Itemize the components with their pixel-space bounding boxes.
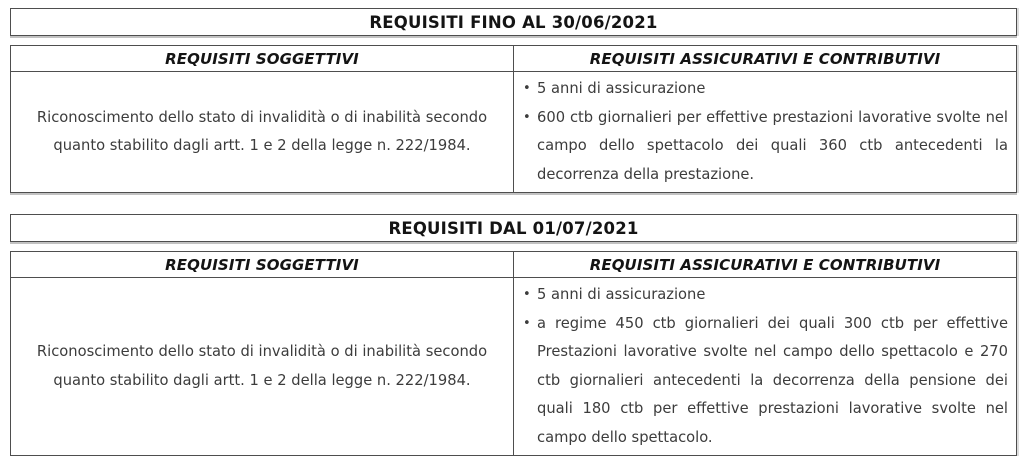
list-item-text: 5 anni di assicurazione: [537, 80, 706, 97]
list-item: [520, 104, 1008, 190]
table-body-row: [11, 278, 1017, 456]
bullet-icon: •: [523, 81, 531, 96]
table-header-row: [11, 46, 1017, 72]
requirements-table-1: [10, 45, 1017, 193]
section-divider-gap: [10, 193, 1017, 214]
section-requisiti-dal-01-07-2021: [10, 214, 1017, 456]
column-header-requisiti-assicurativi: REQUISITI ASSICURATIVI E CONTRIBUTIVI: [514, 46, 1017, 72]
section-title: REQUISITI DAL 01/07/2021: [388, 218, 639, 238]
section-requisiti-fino-al-30-06-2021: [10, 8, 1017, 193]
subjective-requirement-cell: Riconoscimento dello stato di invalidità o di inabilità secondo quanto stabilito dagli artt. 1 e 2 della legge n. 222/1984.: [11, 72, 514, 193]
list-item: [520, 75, 1008, 104]
table-header-row: [11, 252, 1017, 278]
insurance-requirements-cell: [514, 72, 1017, 193]
table-body-row: [11, 72, 1017, 193]
requirements-list: [520, 281, 1008, 452]
list-item: [520, 281, 1008, 310]
requirements-table-2: [10, 251, 1017, 456]
column-header-requisiti-soggettivi: REQUISITI SOGGETTIVI: [11, 252, 514, 278]
column-header-requisiti-soggettivi: REQUISITI SOGGETTIVI: [11, 46, 514, 72]
insurance-requirements-cell: [514, 278, 1017, 456]
bullet-icon: •: [523, 109, 531, 125]
list-item-text: 5 anni di assicurazione: [537, 286, 706, 303]
list-item-text: a regime 450 ctb giornalieri dei quali 300 ctb per effettive Prestazioni lavorative svolte nel campo dello spettacolo e 270 ctb giornalieri antecedenti la decorrenza della pensione dei quali 180 ctb per effettive prestazioni lavorative svolte nel campo dello spettacolo.: [537, 314, 1008, 446]
bullet-icon: •: [523, 315, 531, 331]
requirements-list: [520, 75, 1008, 189]
column-header-requisiti-assicurativi: REQUISITI ASSICURATIVI E CONTRIBUTIVI: [514, 252, 1017, 278]
section-title-box: [10, 214, 1017, 242]
subjective-requirement-cell: Riconoscimento dello stato di invalidità o di inabilità secondo quanto stabilito dagli artt. 1 e 2 della legge n. 222/1984.: [11, 278, 514, 456]
list-item-text: 600 ctb giornalieri per effettive prestazioni lavorative svolte nel campo dello spettacolo dei quali 360 ctb antecedenti la decorrenza della prestazione.: [537, 108, 1008, 183]
bullet-icon: •: [523, 287, 531, 302]
section-title-box: [10, 8, 1017, 36]
section-title: REQUISITI FINO AL 30/06/2021: [369, 12, 658, 32]
list-item: [520, 310, 1008, 453]
